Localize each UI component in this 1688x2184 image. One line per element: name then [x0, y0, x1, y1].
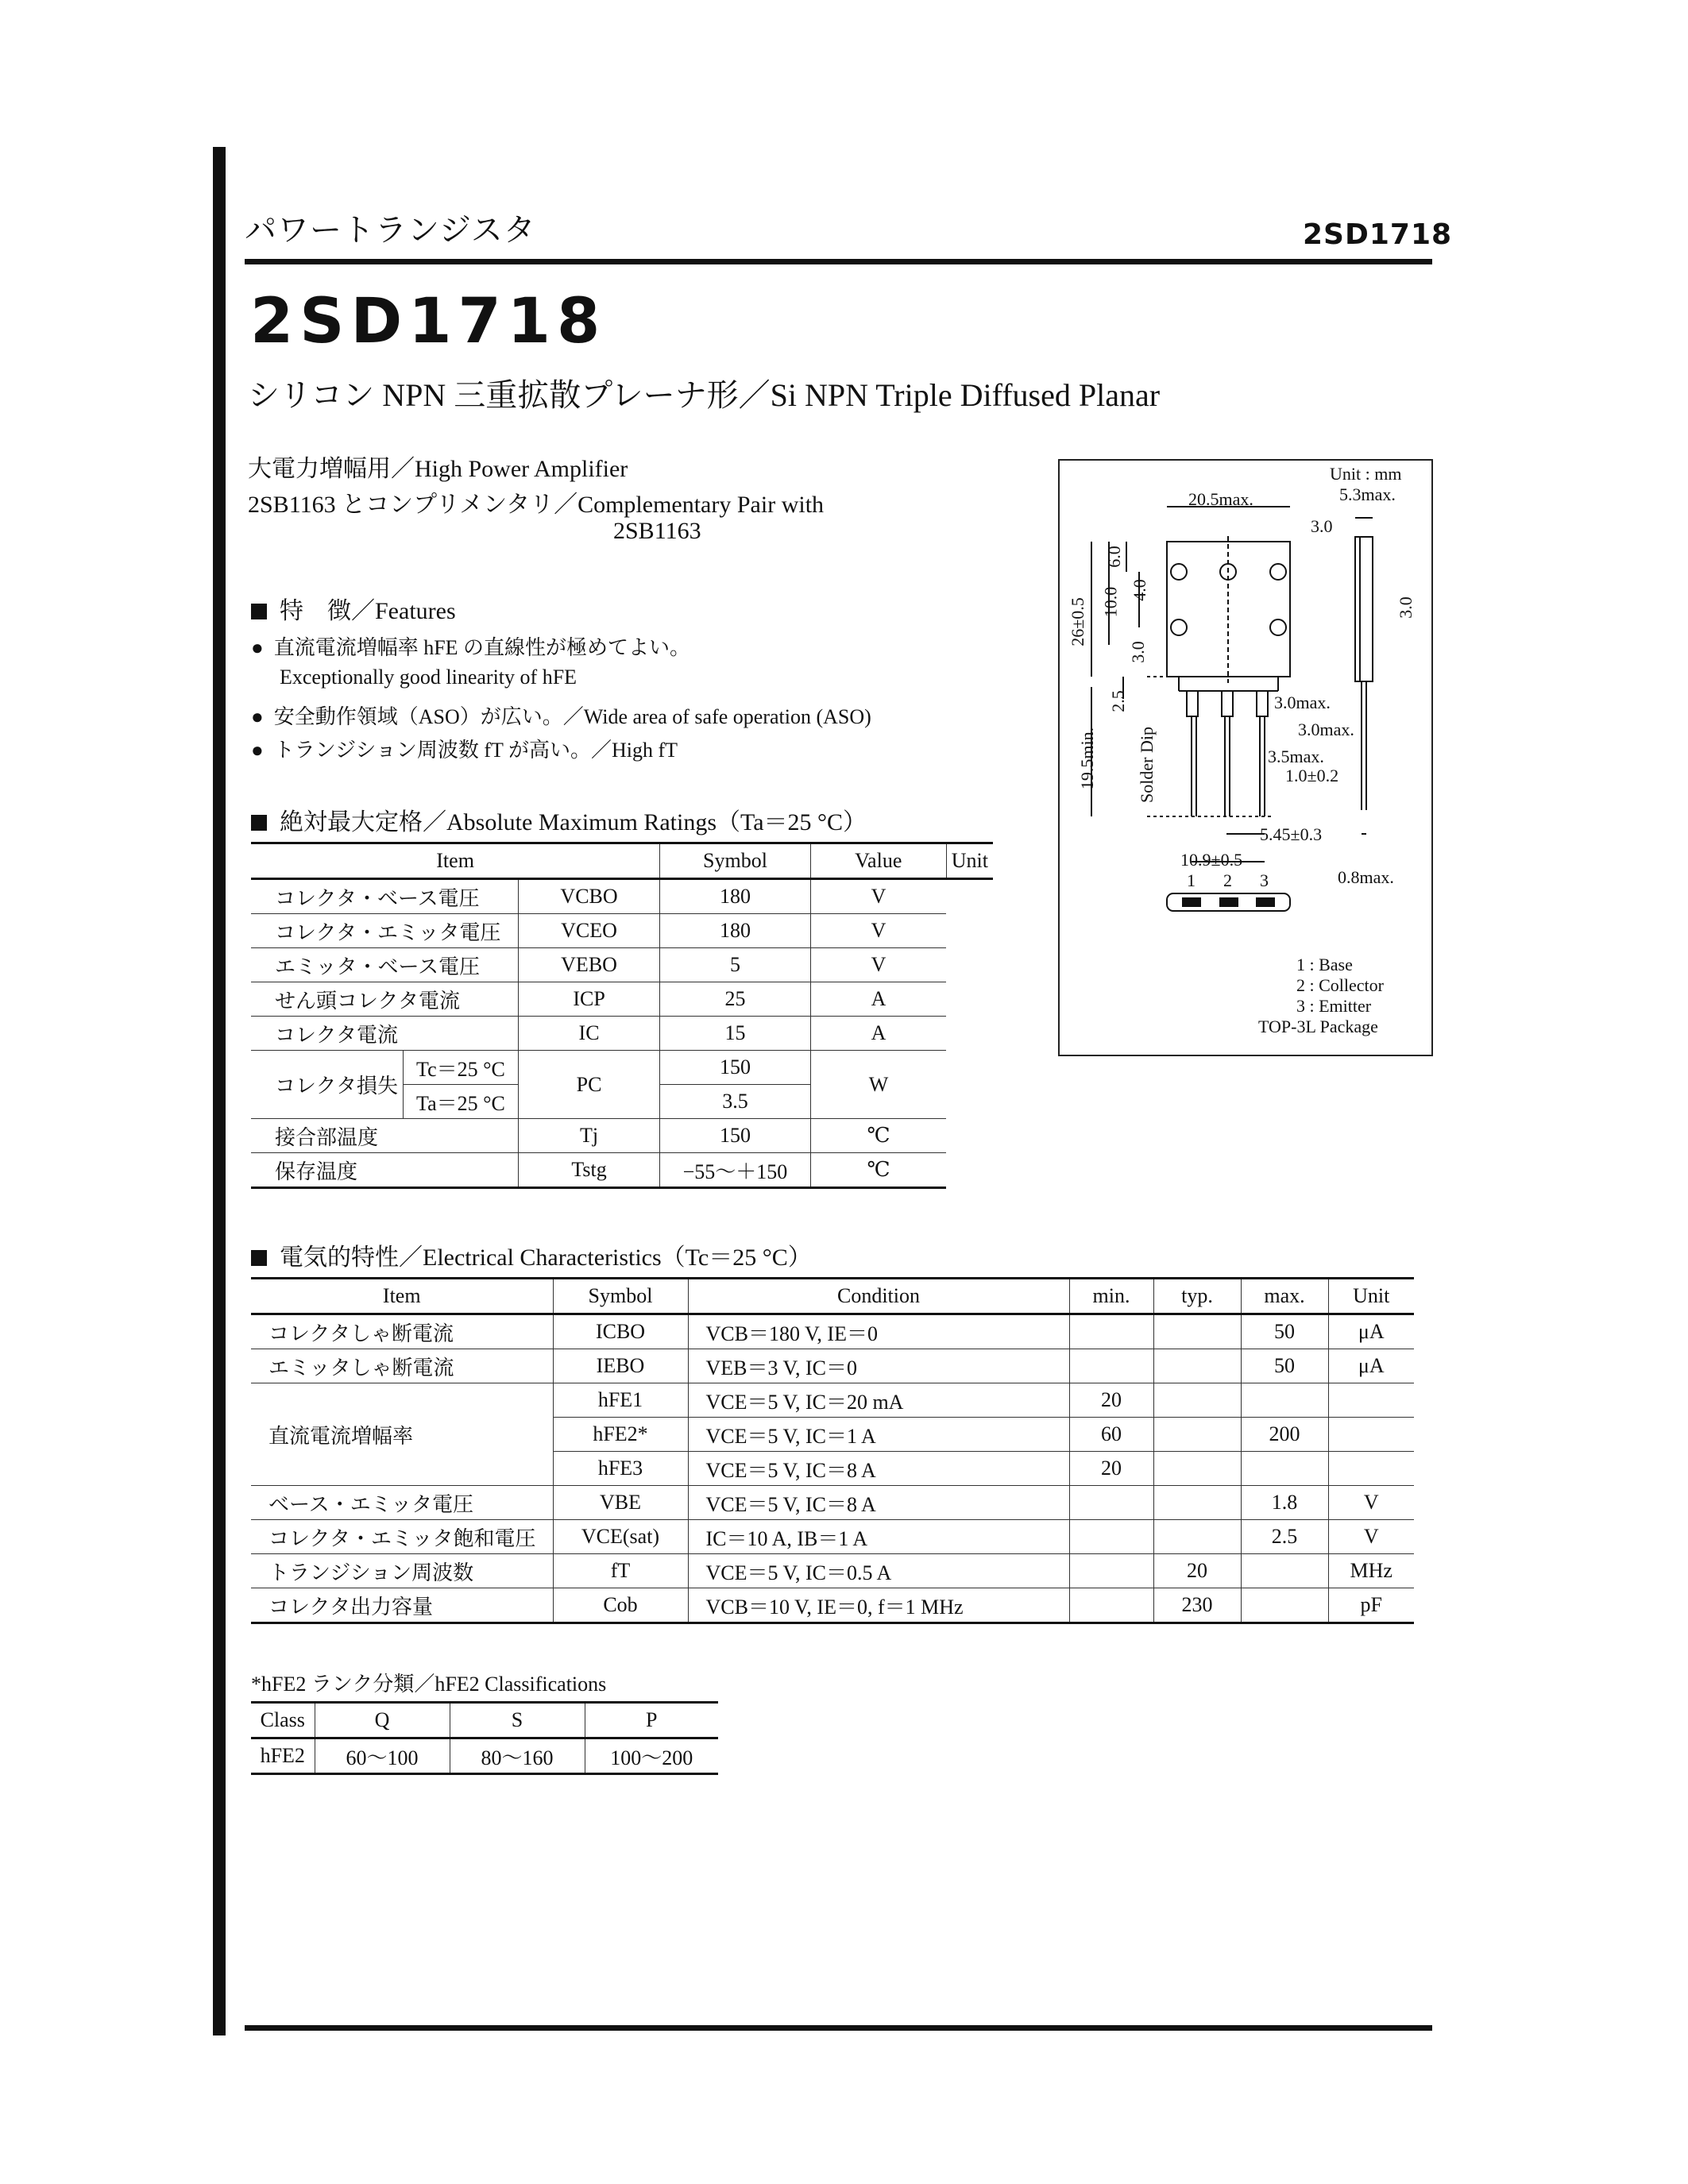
dim-label: Solder Dip	[1136, 727, 1157, 803]
abs-max-table	[251, 842, 993, 1189]
table-row: コレクタ電流 IC 15 A	[251, 1017, 993, 1051]
table-row: 直流電流増幅率 hFE1 VCE＝5 V, IC＝20 mA 20	[251, 1383, 1414, 1418]
pin-number: 2	[1223, 870, 1232, 890]
dim-label: 10.9±0.5	[1180, 850, 1243, 870]
elec-table	[251, 1277, 1414, 1624]
dim-label: 10.0	[1100, 586, 1121, 618]
table-row: 接合部温度 Tj 150 ℃	[251, 1119, 993, 1153]
classification-heading: *hFE2 ランク分類／hFE2 Classifications	[251, 1673, 607, 1696]
table-header-row: Class Q S P	[251, 1703, 718, 1738]
package-outline-figure	[1058, 459, 1433, 1056]
table-row: hFE3 VCE＝5 V, IC＝8 A 20	[251, 1452, 1414, 1486]
device-subtitle: シリコン NPN 三重拡散プレーナ形／Si NPN Triple Diffused Planar	[248, 377, 1161, 413]
dim-label: 4.0	[1129, 579, 1149, 601]
unit-label: Unit : mm	[1330, 464, 1402, 484]
table-row: コレクタ・エミッタ飽和電圧 VCE(sat) IC＝10 A, IB＝1 A 2.5 V	[251, 1520, 1414, 1554]
abs-max-heading-text: 絶対最大定格／Absolute Maximum Ratings（Ta＝25 °C）	[280, 809, 867, 835]
dim-label: 5.3max.	[1339, 484, 1396, 504]
section-marker-icon	[251, 815, 267, 831]
dim-label: 3.0	[1311, 516, 1333, 536]
table-header-row: Item Symbol Condition min. typ. max. Unit	[251, 1279, 1414, 1314]
footer-rule	[245, 2025, 1432, 2031]
pin-label-emitter: 3 : Emitter	[1296, 996, 1372, 1016]
feature-item: ● 安全動作領域（ASO）が広い。／Wide area of safe operation (ASO)	[251, 705, 871, 728]
pin-number: 1	[1187, 870, 1196, 890]
elec-heading-text: 電気的特性／Electrical Characteristics（Tc＝25 °C）	[280, 1244, 812, 1271]
package-name: TOP-3L Package	[1258, 1017, 1378, 1036]
application-line-1: 大電力増幅用／High Power Amplifier	[248, 456, 628, 482]
features-heading	[251, 591, 456, 626]
pin-number: 3	[1260, 870, 1269, 890]
section-marker-icon	[251, 1250, 267, 1266]
dim-label: 20.5max.	[1188, 489, 1253, 509]
dim-label: 19.5min.	[1077, 727, 1098, 790]
table-header-row: Item Symbol Value Unit	[251, 843, 993, 879]
table-row: コレクタ・エミッタ電圧 VCEO 180 V	[251, 914, 993, 948]
elec-heading	[251, 1237, 812, 1272]
table-row: エミッタ・ベース電圧 VEBO 5 V	[251, 948, 993, 982]
table-row: コレクタ・ベース電圧 VCBO 180 V	[251, 879, 993, 914]
dim-label: 0.8max.	[1338, 867, 1394, 887]
table-row: hFE2* VCE＝5 V, IC＝1 A 60 200	[251, 1418, 1414, 1452]
pin-label-base: 1 : Base	[1296, 955, 1353, 974]
dim-label: 6.0	[1103, 546, 1124, 568]
pin-label-collector: 2 : Collector	[1296, 975, 1384, 995]
dim-label: 3.0	[1395, 596, 1416, 619]
dim-label: 3.0max.	[1274, 693, 1331, 712]
section-marker-icon	[251, 604, 267, 619]
dim-label: 3.5max.	[1268, 747, 1324, 766]
table-row: エミッタしゃ断電流 IEBO VEB＝3 V, IC＝0 50 μA	[251, 1349, 1414, 1383]
dim-label: 3.0	[1127, 641, 1148, 663]
table-row: コレクタしゃ断電流 ICBO VCB＝180 V, IE＝0 50 μA	[251, 1314, 1414, 1349]
table-row: トランジション周波数 fT VCE＝5 V, IC＝0.5 A 20 MHz	[251, 1554, 1414, 1588]
application-line-3: 2SB1163	[613, 518, 701, 544]
abs-max-heading	[251, 802, 867, 837]
part-number-title: 2SD1718	[250, 286, 607, 357]
application-line-2: 2SB1163 とコンプリメンタリ／Complementary Pair with	[248, 492, 825, 518]
left-margin-bar	[213, 147, 226, 2035]
table-row: 保存温度 Tstg −55～＋150 ℃	[251, 1153, 993, 1188]
header-part-number: 2SD1718	[1303, 218, 1453, 251]
table-row: hFE2 60～100 80～160 100～200	[251, 1738, 718, 1774]
table-row: コレクタ出力容量 Cob VCB＝10 V, IE＝0, f＝1 MHz 230 pF	[251, 1588, 1414, 1623]
feature-item: ● トランジション周波数 fT が高い。／High fT	[251, 739, 678, 762]
dim-label: 1.0±0.2	[1285, 766, 1339, 785]
header-rule	[245, 259, 1432, 264]
table-row: コレクタ損失 Tc＝25 °C Ta＝25 °C PC 150 3.5 W	[251, 1051, 993, 1119]
table-row: ベース・エミッタ電圧 VBE VCE＝5 V, IC＝8 A 1.8 V	[251, 1486, 1414, 1520]
dim-label: 5.45±0.3	[1260, 824, 1323, 844]
dim-label: 2.5	[1107, 690, 1128, 712]
dim-label: 3.0max.	[1298, 720, 1354, 739]
category-title: パワートランジスタ	[245, 212, 536, 249]
features-heading-text: 特 徴／Features	[280, 598, 456, 624]
feature-item: Exceptionally good linearity of hFE	[280, 666, 577, 689]
dim-label: 26±0.5	[1067, 597, 1087, 646]
classification-table	[251, 1701, 718, 1775]
feature-item: ● 直流電流増幅率 hFE の直線性が極めてよい。	[251, 636, 691, 659]
table-row: せん頭コレクタ電流 ICP 25 A	[251, 982, 993, 1017]
